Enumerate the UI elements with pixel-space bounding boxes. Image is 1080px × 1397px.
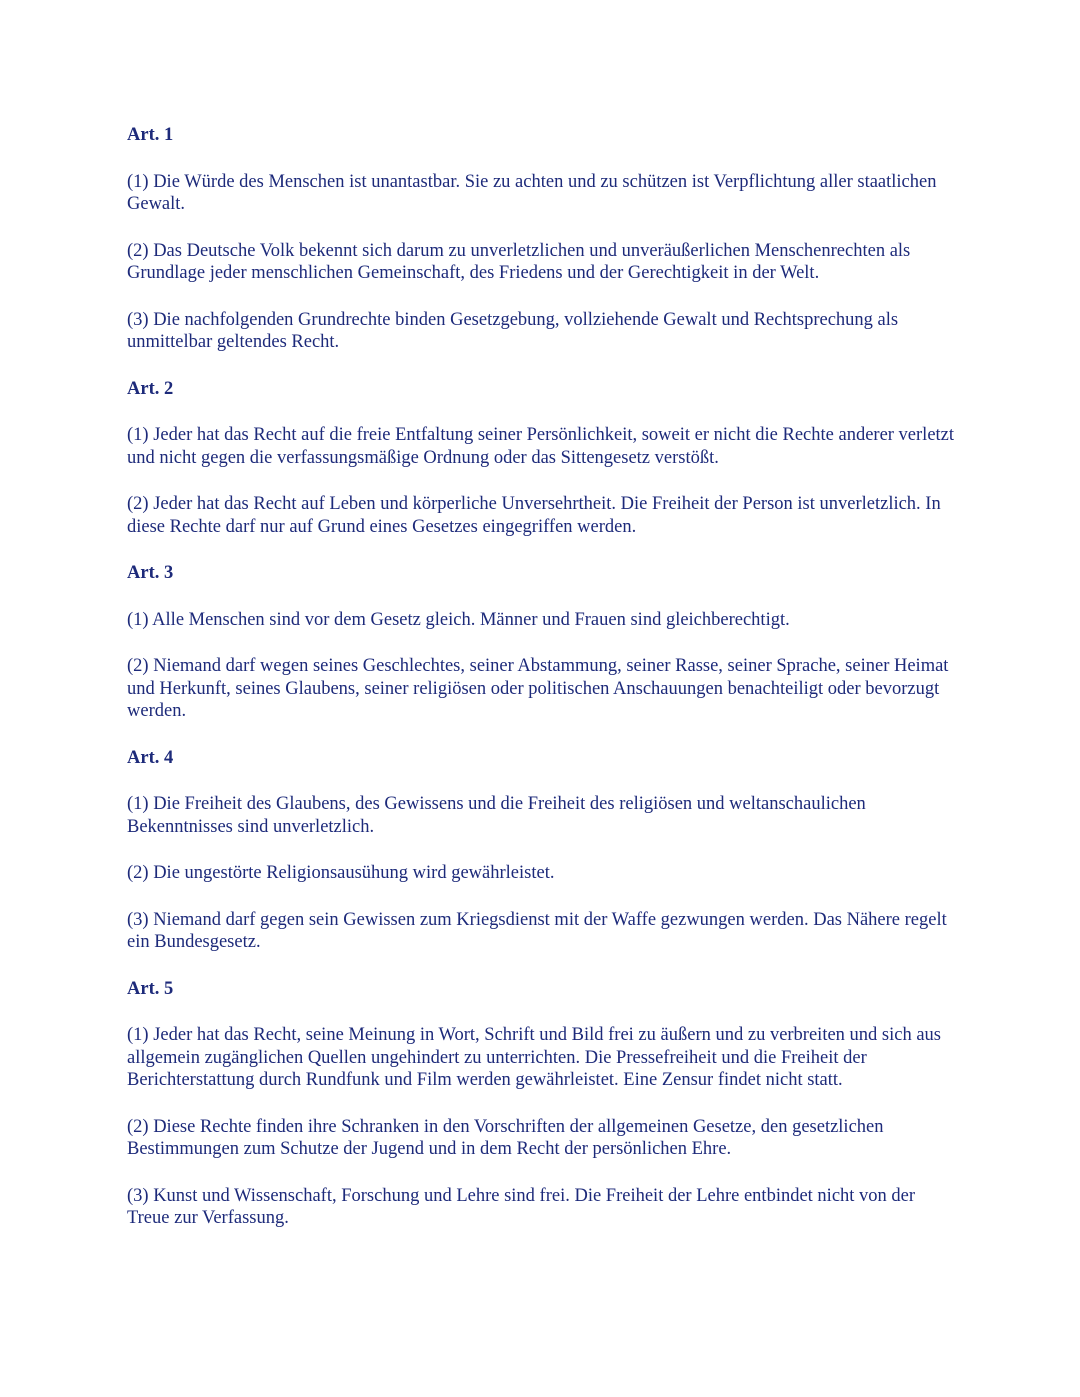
article-paragraph: (2) Die ungestörte Religionsausühung wird gewährleistet. xyxy=(127,863,555,883)
article-paragraph: (1) Jeder hat das Recht auf die freie Entfaltung seiner Persönlichkeit, soweit er nicht die Rechte anderer verletzt und nicht gegen die verfassungsmäßige Ordnung oder das Sittengesetz verstößt. xyxy=(127,425,955,468)
article-paragraph: (2) Niemand darf wegen seines Geschlechtes, seiner Abstammung, seiner Rasse, seiner Sprache, seiner Heimat und Herkunft, seines Glaubens, seiner religiösen oder politischen Anschauungen benachteiligt oder bevorzugt werden. xyxy=(127,656,949,721)
article-paragraph: (3) Kunst und Wissenschaft, Forschung und Lehre sind frei. Die Freiheit der Lehre entbindet nicht von der Treue zur Verfassung. xyxy=(127,1185,916,1228)
article-heading: Art. 2 xyxy=(127,378,174,399)
article-2 xyxy=(127,378,957,539)
article-paragraph: (2) Jeder hat das Recht auf Leben und körperliche Unversehrtheit. Die Freiheit der Person ist unverletzlich. In diese Rechte darf nur auf Grund eines Gesetzes eingegriffen werden. xyxy=(127,494,941,537)
document-page xyxy=(127,124,957,1254)
article-paragraph: (1) Jeder hat das Recht, seine Meinung in Wort, Schrift und Bild frei zu äußern und zu verbreiten und sich aus allgemein zugänglichen Quellen ungehindert zu unterrichten. Die Pressefreiheit und die Freiheit der Berichterstattung durch Rundfunk und Film werden gewährleistet. Eine Zensur findet nicht statt. xyxy=(127,1025,942,1090)
article-paragraph: (3) Die nachfolgenden Grundrechte binden Gesetzgebung, vollziehende Gewalt und Rechtsprechung als unmittelbar geltendes Recht. xyxy=(127,309,899,352)
article-paragraph: (1) Die Würde des Menschen ist unantastbar. Sie zu achten und zu schützen ist Verpflichtung aller staatlichen Gewalt. xyxy=(127,171,937,214)
article-5 xyxy=(127,978,957,1230)
article-heading: Art. 1 xyxy=(127,125,174,145)
article-4 xyxy=(127,747,957,954)
article-paragraph: (2) Das Deutsche Volk bekennt sich darum zu unverletzlichen und unveräußerlichen Menschenrechten als Grundlage jeder menschlichen Gemeinschaft, des Friedens und der Gerechtigkeit in der Welt. xyxy=(127,240,911,283)
article-paragraph: (1) Die Freiheit des Glaubens, des Gewissens und die Freiheit des religiösen und weltanschaulichen Bekenntnisses sind unverletzlich. xyxy=(127,794,866,837)
article-3 xyxy=(127,562,957,723)
article-1 xyxy=(127,124,957,354)
article-heading: Art. 4 xyxy=(127,747,174,768)
article-paragraph: (1) Alle Menschen sind vor dem Gesetz gleich. Männer und Frauen sind gleichberechtigt. xyxy=(127,609,790,630)
article-heading: Art. 5 xyxy=(127,978,174,999)
article-paragraph: (2) Diese Rechte finden ihre Schranken in den Vorschriften der allgemeinen Gesetze, den gesetzlichen Bestimmungen zum Schutze der Jugend und in dem Recht der persönlichen Ehre. xyxy=(127,1116,884,1159)
article-heading: Art. 3 xyxy=(127,563,174,583)
article-paragraph: (3) Niemand darf gegen sein Gewissen zum Kriegsdienst mit der Waffe gezwungen werden. Das Nähere regelt ein Bundesgesetz. xyxy=(127,909,947,952)
